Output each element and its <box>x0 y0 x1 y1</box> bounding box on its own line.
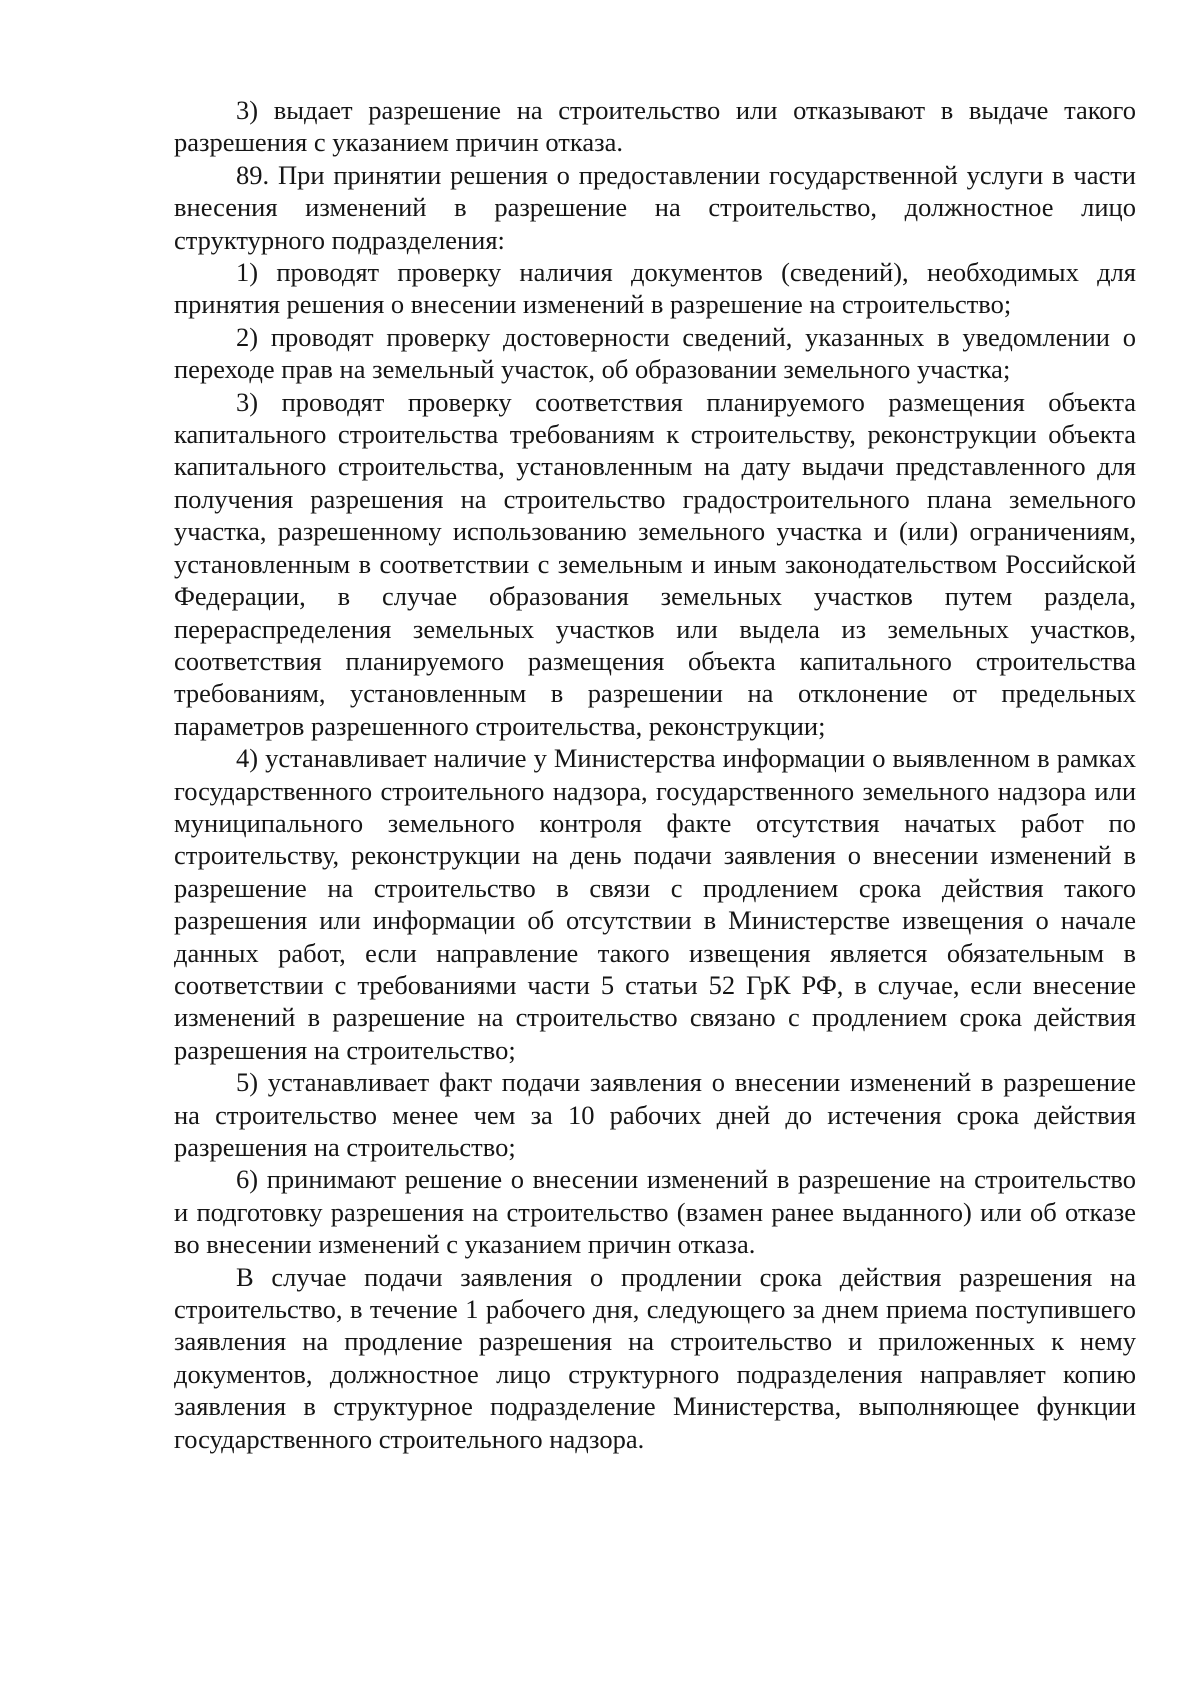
paragraph-item-4-establish-information: 4) устанавливает наличие у Министерства информации о выявленном в рамках государственного строительного надзора, государственного земельного надзора или муниципального земельного контроля факте отсутствия начатых работ по строительству, реконструкции на день подачи заявления о внесении изменений в разрешение на строительство в связи с продлением срока действия такого разрешения или информации об отсутствии в Министерстве извещения о начале данных работ, если направление такого извещения является обязательным в соответствии с требованиями части 5 статьи 52 ГрК РФ, в случае, если внесение изменений в разрешение на строительство связано с продлением срока действия разрешения на строительство; <box>174 743 1136 1065</box>
paragraph-item-3-issue-permit: 3) выдает разрешение на строительство или отказывают в выдаче такого разрешения с указанием причин отказа. <box>174 95 1136 158</box>
paragraph-item-5-establish-deadline: 5) устанавливает факт подачи заявления о внесении изменений в разрешение на строительство менее чем за 10 рабочих дней до истечения срока действия разрешения на строительство; <box>174 1067 1136 1162</box>
paragraph-item-2-check-notice: 2) проводят проверку достоверности сведений, указанных в уведомлении о переходе прав на земельный участок, об образовании земельного участка; <box>174 321 1136 385</box>
paragraph-item-6-decision: 6) принимают решение о внесении изменений в разрешение на строительство и подготовку разрешения на строительство (взамен ранее выданного) или об отказе во внесении изменений с указанием причин отказа. <box>174 1164 1136 1260</box>
document-page <box>174 94 1136 1455</box>
paragraph-clause-89: 89. При принятии решения о предоставлении государственной услуги в части внесения изменений в разрешение на строительство, должностное лицо структурного подразделения: <box>174 159 1136 255</box>
paragraph-item-3-check-compliance: 3) проводят проверку соответствия планируемого размещения объекта капитального строительства требованиям к строительству, реконструкции объекта капитального строительства, установленным на дату выдачи представленного для получения разрешения на строительство градостроительного плана земельного участка, разрешенному использованию земельного участка и (или) ограничениям, установленным в соответствии с земельным и иным законодательством Российской Федерации, в случае образования земельных участков путем раздела, перераспределения земельных участков или выдела из земельных участков, соответствия планируемого размещения объекта капитального строительства требованиям, установленным в разрешении на отклонение от предельных параметров разрешенного строительства, реконструкции; <box>174 386 1136 741</box>
paragraph-extension-case: В случае подачи заявления о продлении срока действия разрешения на строительство, в течение 1 рабочего дня, следующего за днем приема поступившего заявления на продление разрешения на строительство и приложенных к нему документов, должностное лицо структурного подразделения направляет копию заявления в структурное подразделение Министерства, выполняющее функции государственного строительного надзора. <box>174 1261 1136 1454</box>
paragraph-item-1-check-documents: 1) проводят проверку наличия документов (сведений), необходимых для принятия решения о внесении изменений в разрешение на строительство; <box>174 257 1136 320</box>
